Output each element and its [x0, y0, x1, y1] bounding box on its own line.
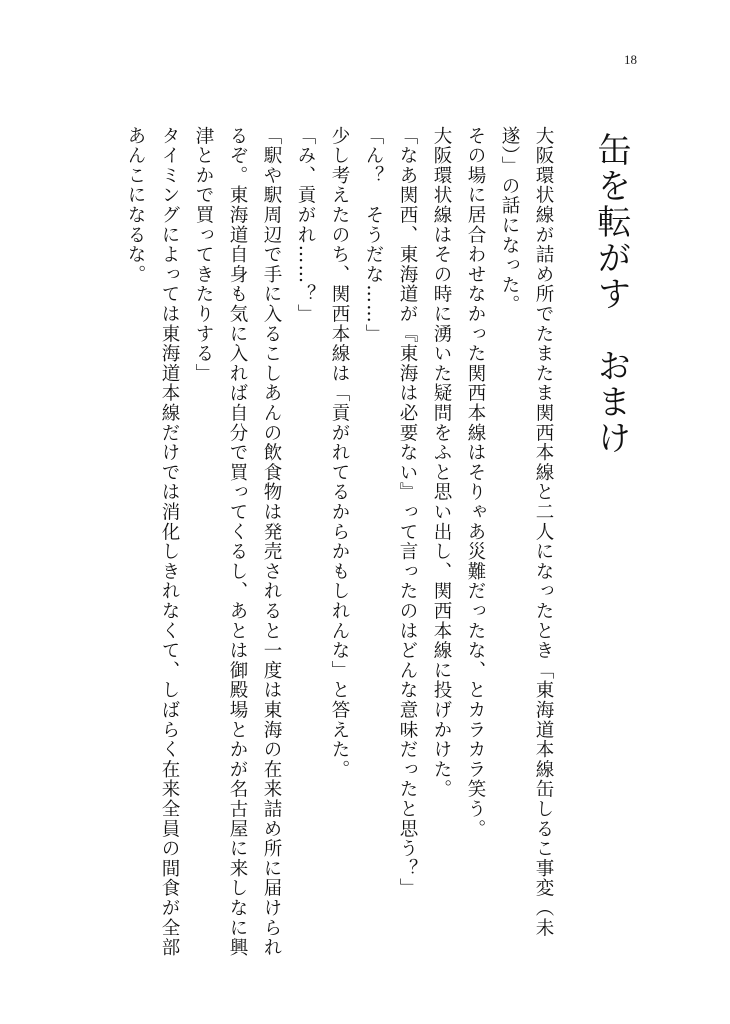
paragraph: 少し考えたのち、関西本線は「貢がれてるからかもしれんな」と答えた。 [329, 126, 350, 780]
paragraph: 大阪環状線はその時に湧いた疑問をふと思い出し、関西本線に投げかけた。 [431, 126, 452, 800]
paragraph: 「なあ関西、東海道が『東海は必要ない』って言ったのはどんな意味だったと思う？」 [397, 126, 418, 899]
page-number: 18 [624, 52, 637, 67]
paragraph: 「駅や駅周辺で手に入るこしあんの飲食物は発売されると一度は東海の在来詰め所に届けられるぞ。東海道自身も気に入れば自分で買ってくるし、あとは御殿場とかが名古屋に来しなに興津とかで買ってきたりする」 [193, 126, 282, 958]
paragraph: 大阪環状線が詰め所でたまたま関西本線と二人になったとき「東海道本線缶しるこ事変（未遂）」の話になった。 [499, 126, 554, 938]
paragraph: 「み、貢がれ……？」 [295, 126, 316, 324]
paragraph: タイミングによっては東海道本線だけでは消化しきれなくて、しばらく在来全員の間食が全部あんこになるな。 [125, 126, 180, 958]
paragraph: その場に居合わせなかった関西本線はそりゃあ災難だったな、とカラカラ笑う。 [465, 126, 486, 839]
body-text [118, 126, 560, 976]
chapter-title: 缶を転がす おまけ [591, 132, 631, 456]
paragraph: 「ん？ そうだな……」 [363, 126, 384, 344]
